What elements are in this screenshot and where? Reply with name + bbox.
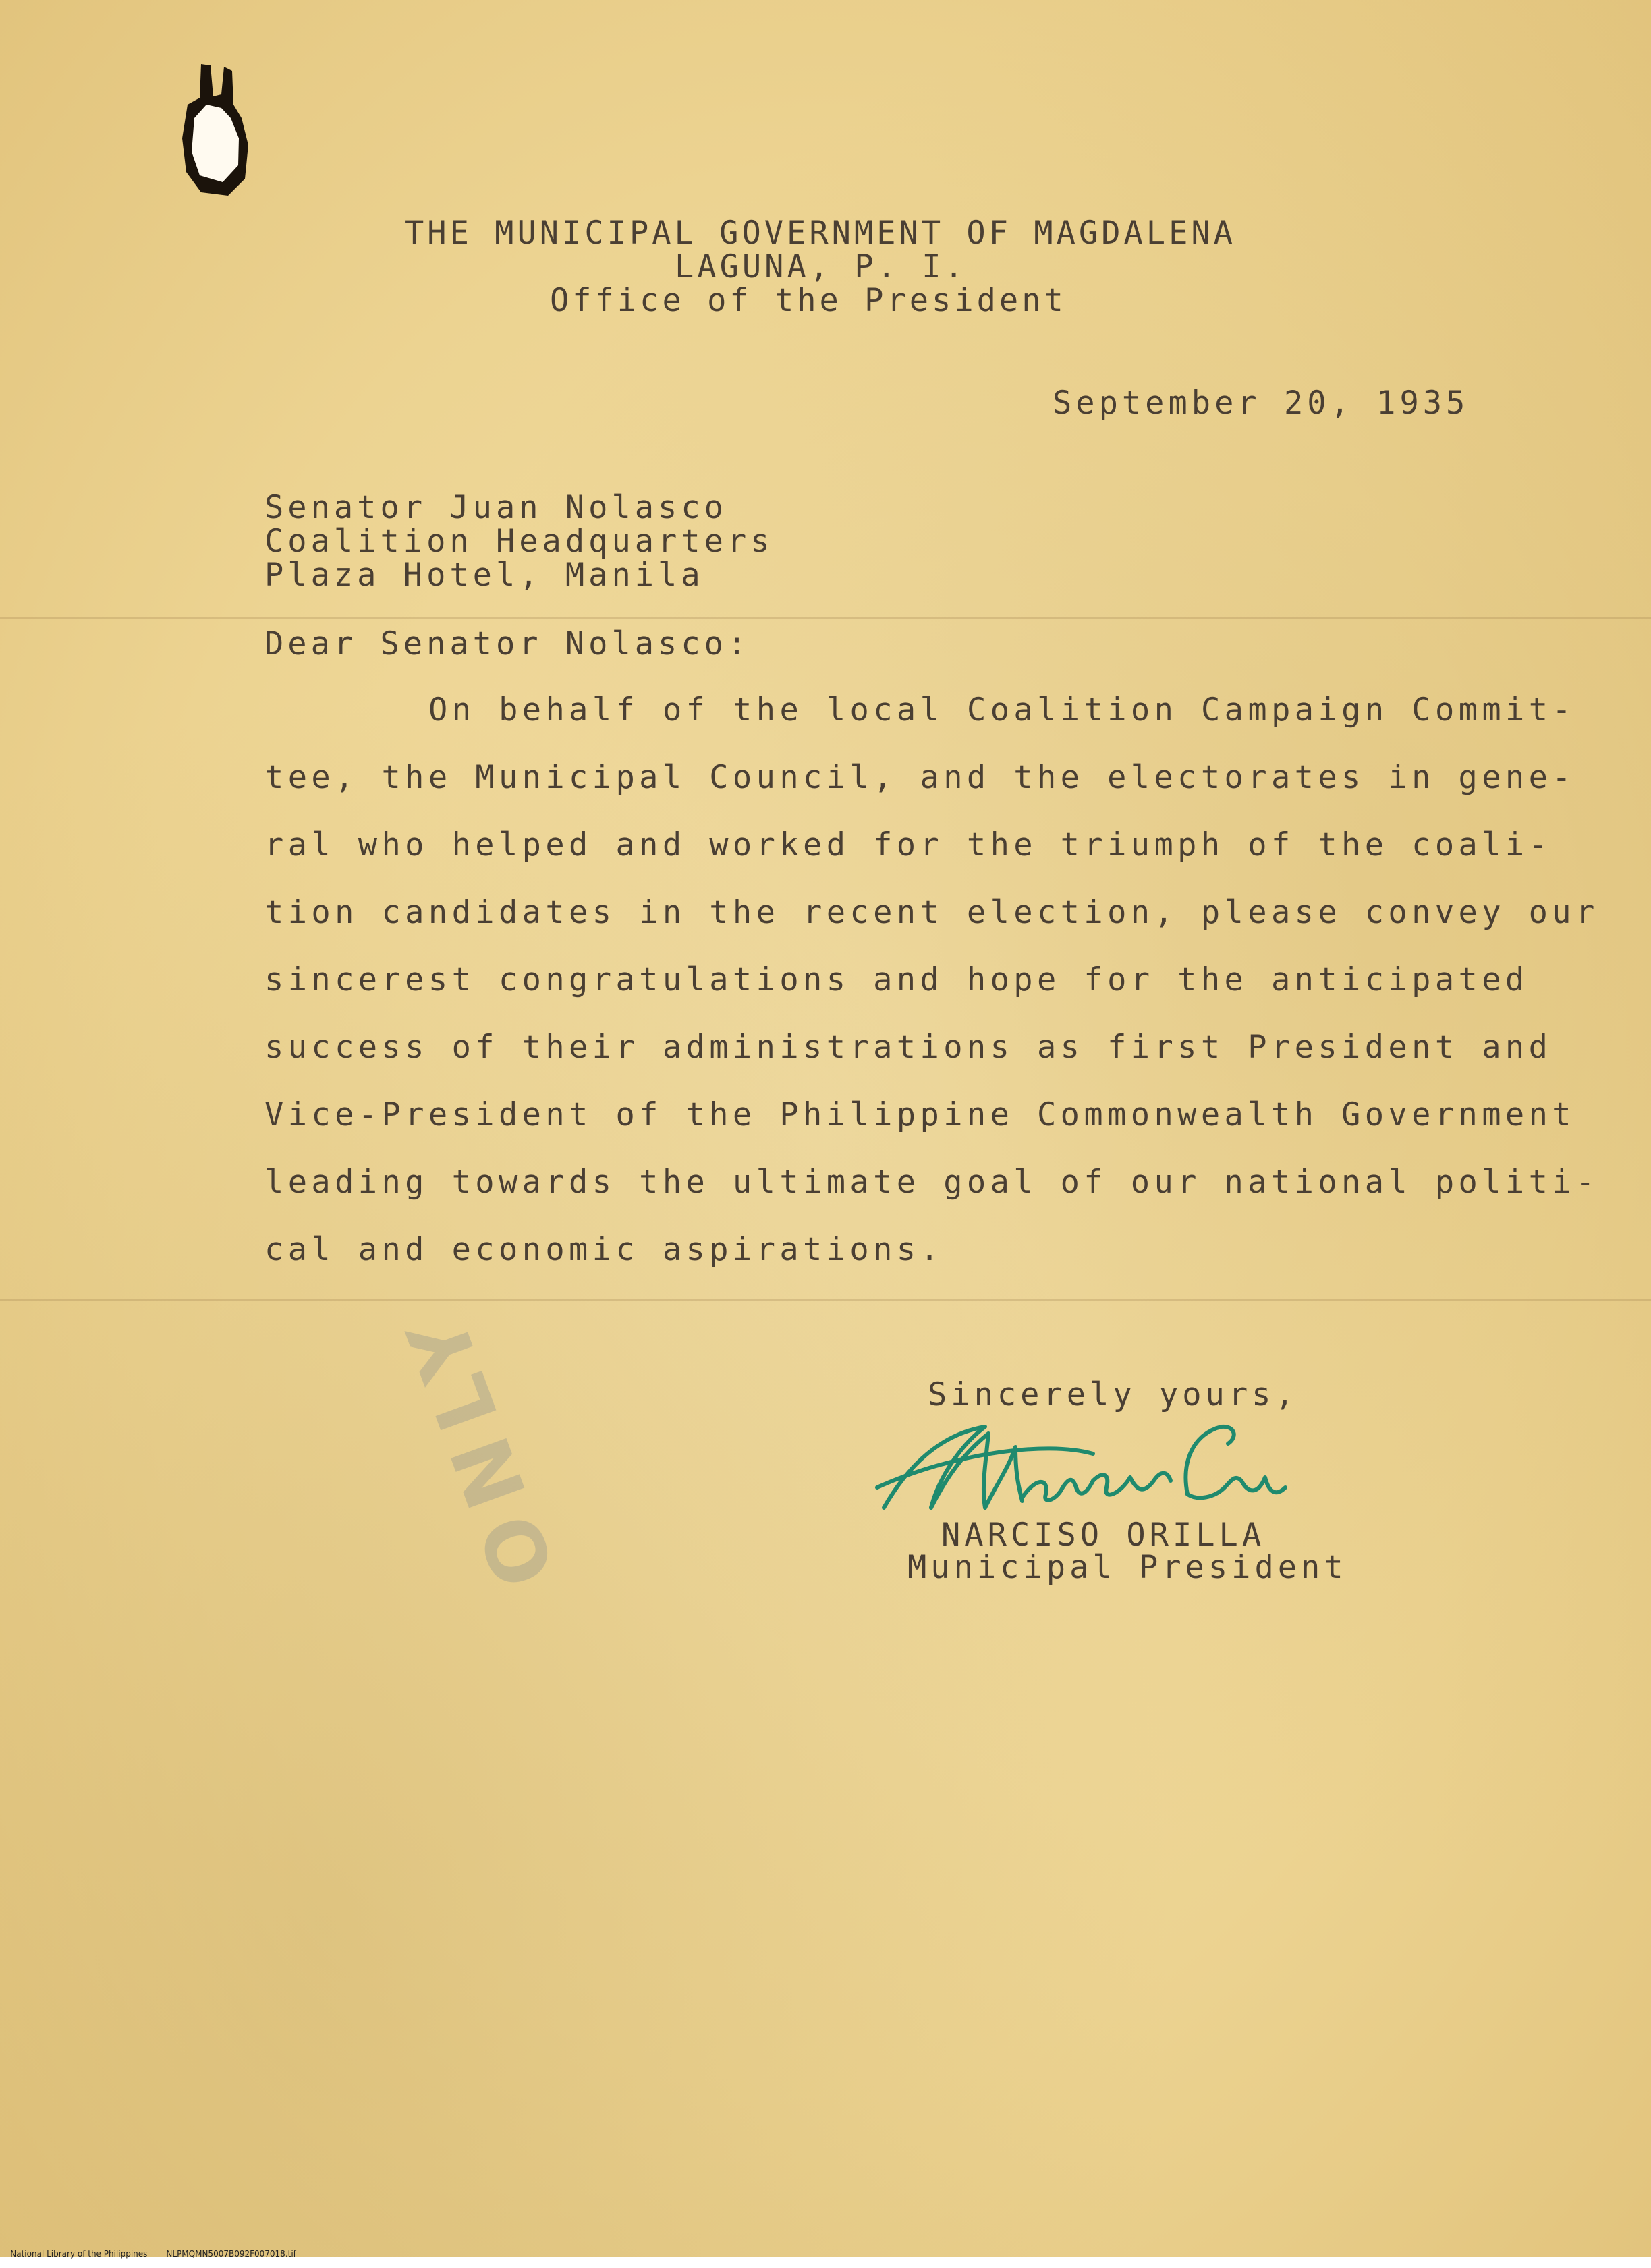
body-line: sincerest congratulations and hope for the anticipated bbox=[264, 961, 1529, 998]
footer-filename: NLPMQMN5007B092F007018.tif bbox=[166, 2249, 296, 2259]
body-line: ral who helped and worked for the triumph of the coali- bbox=[264, 826, 1552, 863]
fold-crease bbox=[0, 617, 1651, 619]
letter-date: September 20, 1935 bbox=[1053, 385, 1470, 422]
signer-title: Municipal President bbox=[907, 1549, 1347, 1586]
body-line: cal and economic aspirations. bbox=[264, 1231, 944, 1268]
burn-hole-icon bbox=[174, 57, 255, 199]
body-line: success of their administrations as first President and bbox=[264, 1029, 1552, 1066]
recipient-address: Plaza Hotel, Manila bbox=[264, 557, 704, 594]
closing: Sincerely yours, bbox=[928, 1376, 1298, 1413]
archive-footer bbox=[0, 2240, 315, 2268]
body-line: tion candidates in the recent election, please convey our bbox=[264, 894, 1599, 931]
fold-crease bbox=[0, 1299, 1651, 1301]
signer-name: NARCISO ORILLA bbox=[941, 1516, 1266, 1554]
signature-image bbox=[870, 1407, 1302, 1521]
footer-library: National Library of the Philippines bbox=[10, 2249, 148, 2259]
letterhead-line-2: LAGUNA, P. I. bbox=[675, 248, 967, 285]
recipient-org: Coalition Headquarters bbox=[264, 523, 774, 560]
body-line: leading towards the ultimate goal of our national politi- bbox=[264, 1164, 1599, 1201]
body-line: On behalf of the local Coalition Campaign Commit- bbox=[428, 691, 1576, 729]
letterhead-line-1: THE MUNICIPAL GOVERNMENT OF MAGDALENA bbox=[405, 215, 1236, 252]
recipient-name: Senator Juan Nolasco bbox=[264, 489, 727, 526]
faint-stamp: ONLY bbox=[385, 1291, 574, 1599]
salutation: Dear Senator Nolasco: bbox=[264, 625, 751, 662]
body-line: tee, the Municipal Council, and the electorates in gene- bbox=[264, 759, 1575, 796]
letterhead-line-3: Office of the President bbox=[550, 282, 1067, 319]
body-line: Vice-President of the Philippine Commonwealth Government bbox=[264, 1096, 1575, 1133]
